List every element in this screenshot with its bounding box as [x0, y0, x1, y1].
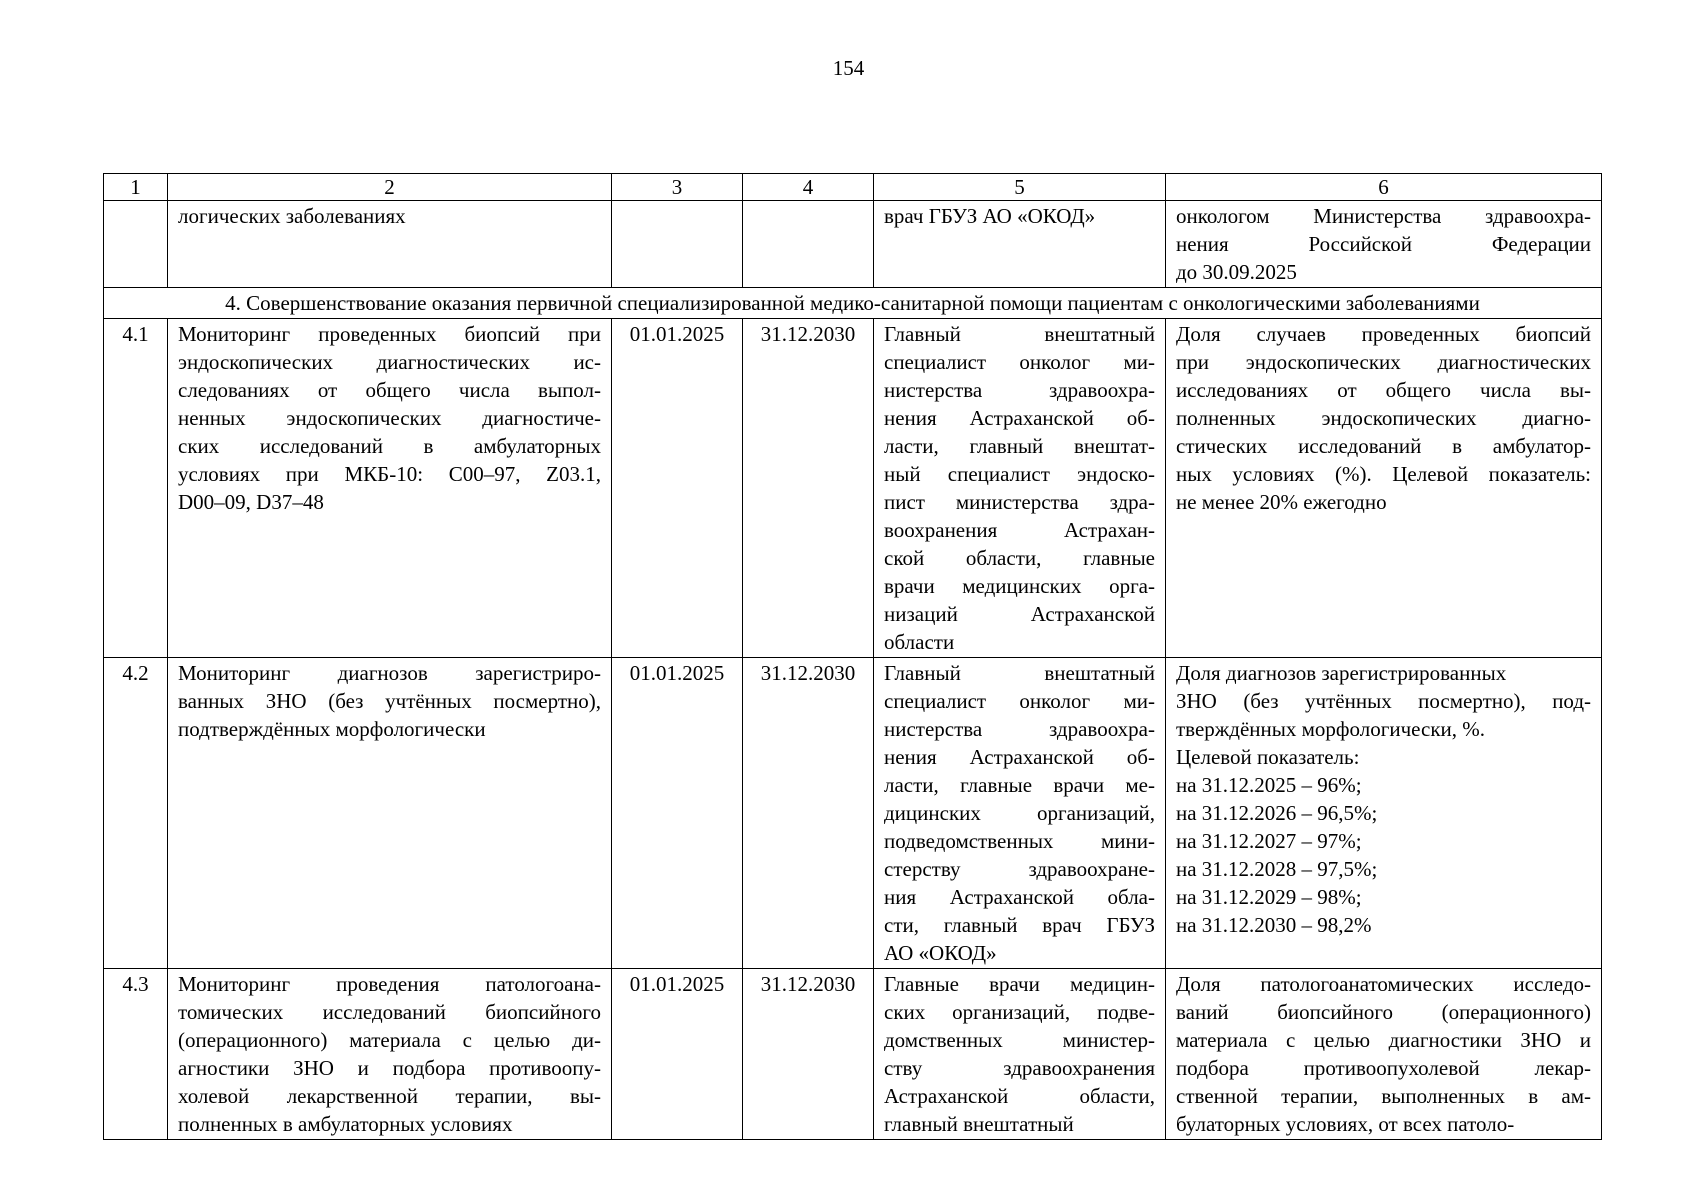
- responsible-line: пист министерства здра-: [884, 490, 1155, 514]
- activity-cell: [168, 658, 612, 969]
- result-line: Доля патологоанатомических исследо-: [1176, 972, 1591, 996]
- start-date: 01.01.2025: [612, 969, 743, 1140]
- row-number: 4.1: [104, 319, 168, 658]
- column-header-5: 5: [874, 174, 1166, 201]
- column-header-row: [104, 174, 1602, 201]
- result-line: булаторных условиях, от всех патоло-: [1176, 1112, 1515, 1136]
- responsible-line: ласти, главный внештат-: [884, 434, 1155, 458]
- result-line: нения Российской Федерации: [1176, 232, 1591, 256]
- responsible-cell: [874, 319, 1166, 658]
- result-line: Целевой показатель:: [1176, 745, 1360, 769]
- activity-line: ненных эндоскопических диагностиче-: [178, 406, 601, 430]
- activity-line: D00–09, D37–48: [178, 490, 324, 514]
- row-number: 4.2: [104, 658, 168, 969]
- responsible-line: ских организаций, подве-: [884, 1000, 1155, 1024]
- activity-line: следованиях от общего числа выпол-: [178, 378, 601, 402]
- responsible-line: ный специалист эндоско-: [884, 462, 1155, 486]
- responsible-line: нистерства здравоохра-: [884, 378, 1155, 402]
- continuation-responsible-cell: врач ГБУЗ АО «ОКОД»: [874, 201, 1166, 288]
- responsible-line: нистерства здравоохра-: [884, 717, 1155, 741]
- responsible-line: ласти, главные врачи ме-: [884, 773, 1155, 797]
- responsible-line: низаций Астраханской: [884, 602, 1155, 626]
- result-line: при эндоскопических диагностических: [1176, 350, 1591, 374]
- column-header-1: 1: [104, 174, 168, 201]
- result-line: не менее 20% ежегодно: [1176, 490, 1387, 514]
- result-line: ЗНО (без учтённых посмертно), под-: [1176, 689, 1591, 713]
- page-number: 154: [832, 56, 865, 80]
- table-row: [104, 969, 1602, 1140]
- activity-line: (операционного) материала с целью ди-: [178, 1028, 601, 1052]
- result-cell: [1166, 658, 1602, 969]
- result-line: ных условиях (%). Целевой показатель:: [1176, 462, 1591, 486]
- result-cell: [1166, 319, 1602, 658]
- responsible-line: АО «ОКОД»: [884, 941, 997, 965]
- start-date: 01.01.2025: [612, 658, 743, 969]
- activity-line: агностики ЗНО и подбора противоопу-: [178, 1056, 601, 1080]
- row-number: 4.3: [104, 969, 168, 1140]
- end-date: 31.12.2030: [743, 319, 874, 658]
- responsible-line: ству здравоохранения: [884, 1056, 1155, 1080]
- continuation-end-cell: [743, 201, 874, 288]
- column-header-2: 2: [168, 174, 612, 201]
- activity-line: ванных ЗНО (без учтённых посмертно),: [178, 689, 601, 713]
- responsible-line: нения Астраханской об-: [884, 406, 1155, 430]
- continuation-result-cell: [1166, 201, 1602, 288]
- activity-line: Мониторинг проведения патологоана-: [178, 972, 601, 996]
- result-line: стических исследований в амбулатор-: [1176, 434, 1591, 458]
- responsible-line: Главные врачи медицин-: [884, 972, 1155, 996]
- activity-cell: [168, 319, 612, 658]
- end-date: 31.12.2030: [743, 969, 874, 1140]
- result-line: на 31.12.2025 – 96%;: [1176, 773, 1362, 797]
- activity-line: эндоскопических диагностических ис-: [178, 350, 601, 374]
- activity-line: подтверждённых морфологически: [178, 717, 486, 741]
- column-header-6: 6: [1166, 174, 1602, 201]
- section-row: [104, 288, 1602, 319]
- responsible-line: сти, главный врач ГБУЗ: [884, 913, 1155, 937]
- result-line: на 31.12.2027 – 97%;: [1176, 829, 1362, 853]
- activity-cell: [168, 969, 612, 1140]
- section-title: 4. Совершенствование оказания первичной специализированной медико-санитарной помощи пациентам с онкологическими заболеваниями: [104, 288, 1602, 319]
- result-cell: [1166, 969, 1602, 1140]
- activity-line: томических исследований биопсийного: [178, 1000, 601, 1024]
- result-line: онкологом Министерства здравоохра-: [1176, 204, 1591, 228]
- activity-line: полненных в амбулаторных условиях: [178, 1112, 513, 1136]
- activity-line: Мониторинг диагнозов зарегистриро-: [178, 661, 601, 685]
- responsible-line: подведомственных мини-: [884, 829, 1155, 853]
- continuation-row: [104, 201, 1602, 288]
- responsible-cell: [874, 969, 1166, 1140]
- result-line: исследованиях от общего числа вы-: [1176, 378, 1591, 402]
- start-date: 01.01.2025: [612, 319, 743, 658]
- result-line: Доля диагнозов зарегистрированных: [1176, 661, 1507, 685]
- result-line: на 31.12.2030 – 98,2%: [1176, 913, 1372, 937]
- responsible-line: области: [884, 630, 955, 654]
- result-line: до 30.09.2025: [1176, 260, 1297, 284]
- responsible-line: ской области, главные: [884, 546, 1155, 570]
- measures-table: [103, 173, 1602, 1140]
- responsible-line: Главный внештатный: [884, 661, 1155, 685]
- continuation-num-cell: [104, 201, 168, 288]
- responsible-line: специалист онколог ми-: [884, 689, 1155, 713]
- activity-line: условиях при МКБ-10: С00–97, Z03.1,: [178, 462, 601, 486]
- table-row: [104, 319, 1602, 658]
- responsible-line: ния Астраханской обла-: [884, 885, 1155, 909]
- result-line: материала с целью диагностики ЗНО и: [1176, 1028, 1591, 1052]
- responsible-line: воохранения Астрахан-: [884, 518, 1155, 542]
- column-header-4: 4: [743, 174, 874, 201]
- result-line: подбора противоопухолевой лекар-: [1176, 1056, 1591, 1080]
- activity-line: Мониторинг проведенных биопсий при: [178, 322, 601, 346]
- continuation-start-cell: [612, 201, 743, 288]
- result-line: ственной терапии, выполненных в ам-: [1176, 1084, 1591, 1108]
- responsible-line: Астраханской области,: [884, 1084, 1155, 1108]
- table-row: [104, 658, 1602, 969]
- result-line: на 31.12.2029 – 98%;: [1176, 885, 1362, 909]
- result-line: на 31.12.2026 – 96,5%;: [1176, 801, 1378, 825]
- activity-line: холевой лекарственной терапии, вы-: [178, 1084, 601, 1108]
- result-line: ваний биопсийного (операционного): [1176, 1000, 1591, 1024]
- responsible-line: главный внештатный: [884, 1112, 1074, 1136]
- responsible-line: нения Астраханской об-: [884, 745, 1155, 769]
- responsible-line: домственных министер-: [884, 1028, 1155, 1052]
- responsible-line: врачи медицинских орга-: [884, 574, 1155, 598]
- continuation-activity-cell: логических заболеваниях: [168, 201, 612, 288]
- responsible-line: Главный внештатный: [884, 322, 1155, 346]
- responsible-line: стерству здравоохране-: [884, 857, 1155, 881]
- result-line: полненных эндоскопических диагно-: [1176, 406, 1591, 430]
- activity-line: ских исследований в амбулаторных: [178, 434, 601, 458]
- end-date: 31.12.2030: [743, 658, 874, 969]
- responsible-line: специалист онколог ми-: [884, 350, 1155, 374]
- result-line: Доля случаев проведенных биопсий: [1176, 322, 1591, 346]
- column-header-3: 3: [612, 174, 743, 201]
- result-line: тверждённых морфологически, %.: [1176, 717, 1486, 741]
- responsible-line: дицинских организаций,: [884, 801, 1155, 825]
- responsible-cell: [874, 658, 1166, 969]
- result-line: на 31.12.2028 – 97,5%;: [1176, 857, 1378, 881]
